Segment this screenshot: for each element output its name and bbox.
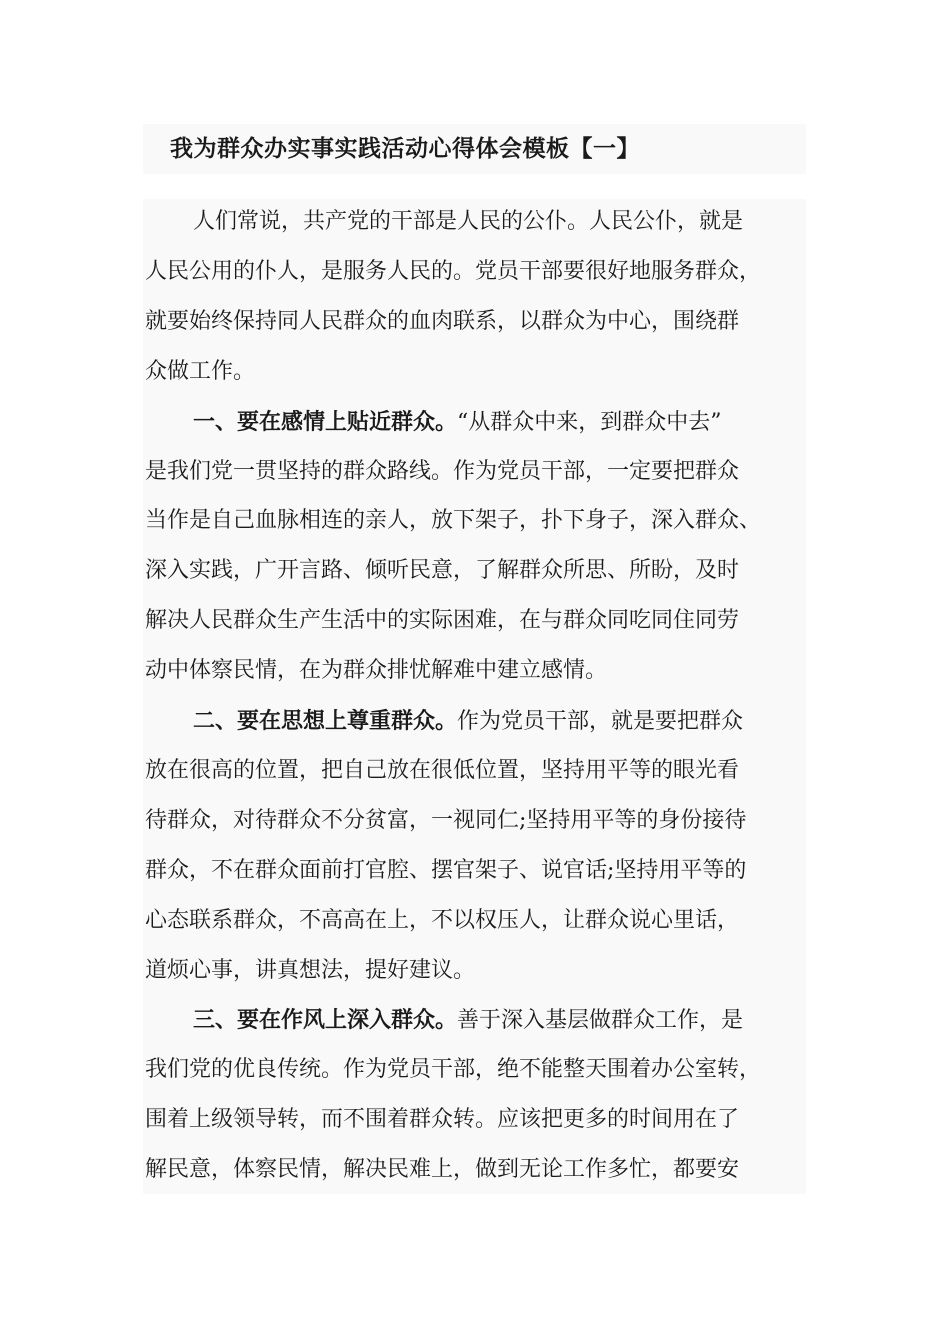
section-heading: 二、要在思想上尊重群众。: [193, 708, 458, 734]
body-line: [145, 801, 746, 841]
line-text: 我们党的优良传统。作为党员干部，绝不能整天围着办公室转，: [145, 1057, 762, 1083]
body-line: [145, 1150, 739, 1190]
body-line: [145, 1100, 739, 1140]
body-line: [193, 402, 722, 442]
body-line: [145, 601, 739, 641]
document-title: 我为群众办实事实践活动心得体会模板【一】: [170, 135, 640, 162]
line-text: “从群众中来，到群众中去”: [457, 409, 722, 435]
line-text: 待群众，对待群众不分贫富，一视同仁;坚持用平等的身份接待: [145, 807, 747, 833]
body-line: [193, 1000, 743, 1040]
section-heading: 一、要在感情上贴近群众。: [193, 408, 458, 435]
body-line: [145, 352, 255, 392]
line-text: 善于深入基层做群众工作，是: [457, 1008, 744, 1034]
section-heading: 三、要在作风上深入群众。: [193, 1007, 458, 1034]
body-line: [145, 302, 739, 342]
body-line: [145, 851, 746, 891]
line-text: 是我们党一贯坚持的群众路线。作为党员干部，一定要把群众: [145, 458, 740, 484]
body-line: [193, 701, 743, 741]
line-text: 道烦心事，讲真想法，提好建议。: [145, 957, 476, 983]
body-line: [145, 951, 475, 991]
body-line: [145, 452, 739, 492]
line-text: 人民公用的仆人，是服务人民的。党员干部要很好地服务群众，: [145, 258, 762, 284]
line-text: 心态联系群众，不高高在上，不以权压人，让群众说心里话，: [145, 907, 740, 933]
body-line: [145, 751, 739, 791]
line-text: 解民意，体察民情，解决民难上，做到无论工作多忙，都要安: [145, 1157, 740, 1183]
body-line: [193, 202, 743, 242]
body-line: [145, 551, 739, 591]
body-line: [145, 1050, 761, 1090]
body-line: [145, 651, 607, 691]
body-line: [145, 252, 761, 292]
line-text: 群众，不在群众面前打官腔、摆官架子、说官话;坚持用平等的: [145, 857, 747, 883]
line-text: 围着上级领导转，而不围着群众转。应该把更多的时间用在了: [145, 1107, 740, 1133]
line-text: 人们常说，共产党的干部是人民的公仆。人民公仆，就是: [193, 209, 744, 234]
line-text: 众做工作。: [145, 358, 256, 384]
line-text: 作为党员干部，就是要把群众: [457, 709, 744, 734]
line-text: 解决人民群众生产生活中的实际困难，在与群众同吃同住同劳: [145, 608, 740, 634]
body-line: [145, 501, 761, 541]
line-text: 当作是自己血脉相连的亲人，放下架子，扑下身子，深入群众、: [145, 508, 762, 534]
body-line: [145, 901, 739, 941]
body-band: [143, 199, 806, 1194]
line-text: 放在很高的位置，把自己放在很低位置，坚持用平等的眼光看: [145, 757, 740, 783]
line-text: 就要始终保持同人民群众的血肉联系，以群众为中心，围绕群: [145, 308, 740, 334]
line-text: 深入实践，广开言路、倾听民意，了解群众所思、所盼，及时: [145, 558, 740, 584]
line-text: 动中体察民情，在为群众排忧解难中建立感情。: [145, 658, 608, 684]
